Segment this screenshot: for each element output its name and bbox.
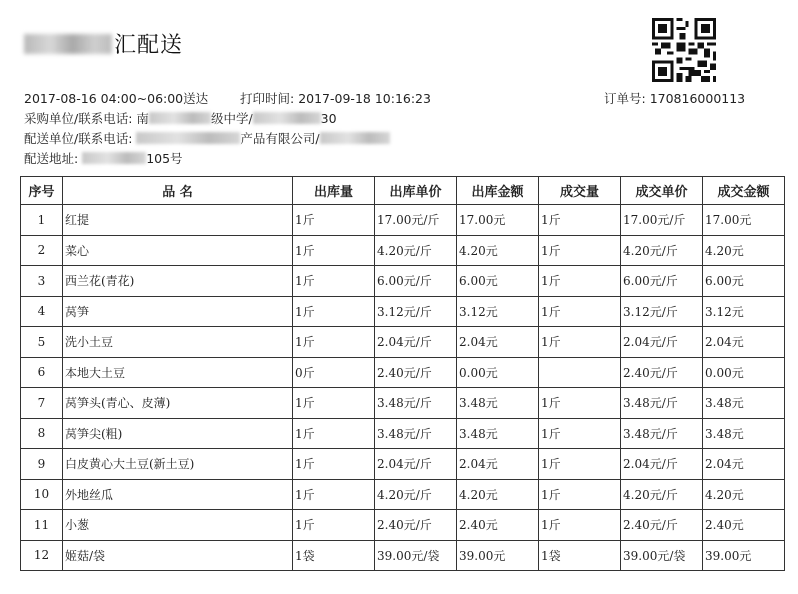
outbound-qty: 1斤 <box>293 388 375 419</box>
delivery-timeslot: 2017-08-16 04:00~06:00送达 <box>24 91 209 106</box>
outbound-amount: 4.20元 <box>457 235 539 266</box>
row-index: 11 <box>21 510 63 541</box>
outbound-amount: 2.04元 <box>457 449 539 480</box>
outbound-unit-price: 3.48元/斤 <box>375 418 457 449</box>
product-name: 莴笋头(青心、皮薄) <box>63 388 293 419</box>
table-row <box>21 540 785 571</box>
deal-amount: 2.04元 <box>703 327 785 358</box>
outbound-qty: 1斤 <box>293 205 375 236</box>
outbound-unit-price: 4.20元/斤 <box>375 479 457 510</box>
deal-amount: 6.00元 <box>703 266 785 297</box>
outbound-qty: 0斤 <box>293 357 375 388</box>
deal-unit-price: 2.40元/斤 <box>621 357 703 388</box>
product-name: 姬菇/袋 <box>63 540 293 571</box>
delivery-items-table <box>20 176 785 571</box>
header-product-name: 品 名 <box>63 177 293 205</box>
outbound-unit-price: 39.00元/袋 <box>375 540 457 571</box>
table-row <box>21 327 785 358</box>
outbound-amount: 17.00元 <box>457 205 539 236</box>
product-name: 红提 <box>63 205 293 236</box>
deal-amount: 2.40元 <box>703 510 785 541</box>
header-outbound-qty: 出库量 <box>293 177 375 205</box>
outbound-unit-price: 2.04元/斤 <box>375 449 457 480</box>
deal-unit-price: 39.00元/袋 <box>621 540 703 571</box>
deal-unit-price: 4.20元/斤 <box>621 479 703 510</box>
row-index: 9 <box>21 449 63 480</box>
table-row <box>21 235 785 266</box>
redacted-supplier-name <box>136 132 240 144</box>
table-header-row <box>21 177 785 205</box>
deal-qty: 1斤 <box>539 388 621 419</box>
table-row <box>21 357 785 388</box>
outbound-qty: 1斤 <box>293 296 375 327</box>
deal-amount: 3.12元 <box>703 296 785 327</box>
outbound-unit-price: 3.48元/斤 <box>375 388 457 419</box>
outbound-amount: 3.12元 <box>457 296 539 327</box>
outbound-unit-price: 2.04元/斤 <box>375 327 457 358</box>
row-index: 1 <box>21 205 63 236</box>
outbound-unit-price: 2.40元/斤 <box>375 357 457 388</box>
redacted-buyer-name <box>149 112 211 124</box>
deal-qty: 1袋 <box>539 540 621 571</box>
header-outbound-amount: 出库金额 <box>457 177 539 205</box>
deal-amount: 0.00元 <box>703 357 785 388</box>
deal-unit-price: 17.00元/斤 <box>621 205 703 236</box>
deal-unit-price: 6.00元/斤 <box>621 266 703 297</box>
buyer-prefix: 南 <box>136 111 149 126</box>
redacted-address <box>82 152 146 164</box>
outbound-qty: 1斤 <box>293 327 375 358</box>
product-name: 小葱 <box>63 510 293 541</box>
table-row <box>21 296 785 327</box>
order-number-label: 订单号: <box>604 91 646 106</box>
row-index: 4 <box>21 296 63 327</box>
deal-unit-price: 4.20元/斤 <box>621 235 703 266</box>
product-name: 莴笋 <box>63 296 293 327</box>
print-time <box>240 89 431 107</box>
deal-qty: 1斤 <box>539 235 621 266</box>
order-number-value: 170816000113 <box>649 91 746 106</box>
outbound-amount: 4.20元 <box>457 479 539 510</box>
row-index: 3 <box>21 266 63 297</box>
header-deal-qty: 成交量 <box>539 177 621 205</box>
deal-qty: 1斤 <box>539 327 621 358</box>
deal-unit-price: 3.48元/斤 <box>621 388 703 419</box>
product-name: 洗小土豆 <box>63 327 293 358</box>
row-index: 8 <box>21 418 63 449</box>
row-index: 7 <box>21 388 63 419</box>
outbound-amount: 2.40元 <box>457 510 539 541</box>
redacted-title-prefix <box>24 34 112 54</box>
outbound-unit-price: 4.20元/斤 <box>375 235 457 266</box>
outbound-qty: 1斤 <box>293 418 375 449</box>
deal-qty: 1斤 <box>539 296 621 327</box>
qr-code <box>652 18 716 82</box>
header-deal-unit-price: 成交单价 <box>621 177 703 205</box>
deal-unit-price: 2.04元/斤 <box>621 449 703 480</box>
supplier-label: 配送单位/联系电话: <box>24 131 133 146</box>
outbound-qty: 1斤 <box>293 510 375 541</box>
supplier-line <box>24 129 390 147</box>
row-index: 10 <box>21 479 63 510</box>
supplier-name-tail: 产品有限公司/ <box>240 131 320 146</box>
outbound-unit-price: 2.40元/斤 <box>375 510 457 541</box>
outbound-qty: 1斤 <box>293 449 375 480</box>
buyer-suffix: 级中学/ <box>210 111 253 126</box>
outbound-qty: 1斤 <box>293 479 375 510</box>
deal-unit-price: 3.48元/斤 <box>621 418 703 449</box>
buyer-phone-tail: 30 <box>320 111 337 126</box>
print-time-value: 2017-09-18 10:16:23 <box>298 91 431 106</box>
deal-amount: 3.48元 <box>703 388 785 419</box>
address-tail: 105号 <box>146 151 183 166</box>
deal-amount: 39.00元 <box>703 540 785 571</box>
table-row <box>21 449 785 480</box>
deal-qty: 1斤 <box>539 205 621 236</box>
product-name: 菜心 <box>63 235 293 266</box>
outbound-amount: 39.00元 <box>457 540 539 571</box>
outbound-amount: 0.00元 <box>457 357 539 388</box>
product-name: 西兰花(青花) <box>63 266 293 297</box>
title-text: 汇配送 <box>114 33 184 58</box>
table-row <box>21 510 785 541</box>
document-title <box>24 28 183 59</box>
row-index: 5 <box>21 327 63 358</box>
deal-unit-price: 3.12元/斤 <box>621 296 703 327</box>
outbound-qty: 1袋 <box>293 540 375 571</box>
outbound-amount: 6.00元 <box>457 266 539 297</box>
deal-qty: 1斤 <box>539 418 621 449</box>
address-label: 配送地址: <box>24 151 79 166</box>
header-index: 序号 <box>21 177 63 205</box>
product-name: 莴笋尖(粗) <box>63 418 293 449</box>
outbound-qty: 1斤 <box>293 235 375 266</box>
deal-amount: 4.20元 <box>703 479 785 510</box>
row-index: 2 <box>21 235 63 266</box>
table-row <box>21 205 785 236</box>
redacted-buyer-phone <box>253 112 321 124</box>
table-row <box>21 479 785 510</box>
header-outbound-unit-price: 出库单价 <box>375 177 457 205</box>
deal-amount: 3.48元 <box>703 418 785 449</box>
deal-qty <box>539 357 621 388</box>
deal-qty: 1斤 <box>539 449 621 480</box>
product-name: 外地丝瓜 <box>63 479 293 510</box>
address-line <box>24 149 183 167</box>
redacted-supplier-phone <box>320 132 390 144</box>
table-row <box>21 266 785 297</box>
outbound-amount: 2.04元 <box>457 327 539 358</box>
row-index: 12 <box>21 540 63 571</box>
header-deal-amount: 成交金额 <box>703 177 785 205</box>
outbound-amount: 3.48元 <box>457 418 539 449</box>
deal-qty: 1斤 <box>539 510 621 541</box>
outbound-unit-price: 6.00元/斤 <box>375 266 457 297</box>
deal-amount: 4.20元 <box>703 235 785 266</box>
deal-amount: 17.00元 <box>703 205 785 236</box>
buyer-line <box>24 109 337 127</box>
deal-unit-price: 2.40元/斤 <box>621 510 703 541</box>
deal-unit-price: 2.04元/斤 <box>621 327 703 358</box>
table-row <box>21 388 785 419</box>
table-row <box>21 418 785 449</box>
buyer-label: 采购单位/联系电话: <box>24 111 133 126</box>
outbound-qty: 1斤 <box>293 266 375 297</box>
product-name: 白皮黄心大土豆(新土豆) <box>63 449 293 480</box>
deal-qty: 1斤 <box>539 479 621 510</box>
outbound-amount: 3.48元 <box>457 388 539 419</box>
order-number <box>604 89 745 107</box>
row-index: 6 <box>21 357 63 388</box>
product-name: 本地大土豆 <box>63 357 293 388</box>
print-time-label: 打印时间: <box>240 91 295 106</box>
outbound-unit-price: 17.00元/斤 <box>375 205 457 236</box>
deal-amount: 2.04元 <box>703 449 785 480</box>
deal-qty: 1斤 <box>539 266 621 297</box>
outbound-unit-price: 3.12元/斤 <box>375 296 457 327</box>
